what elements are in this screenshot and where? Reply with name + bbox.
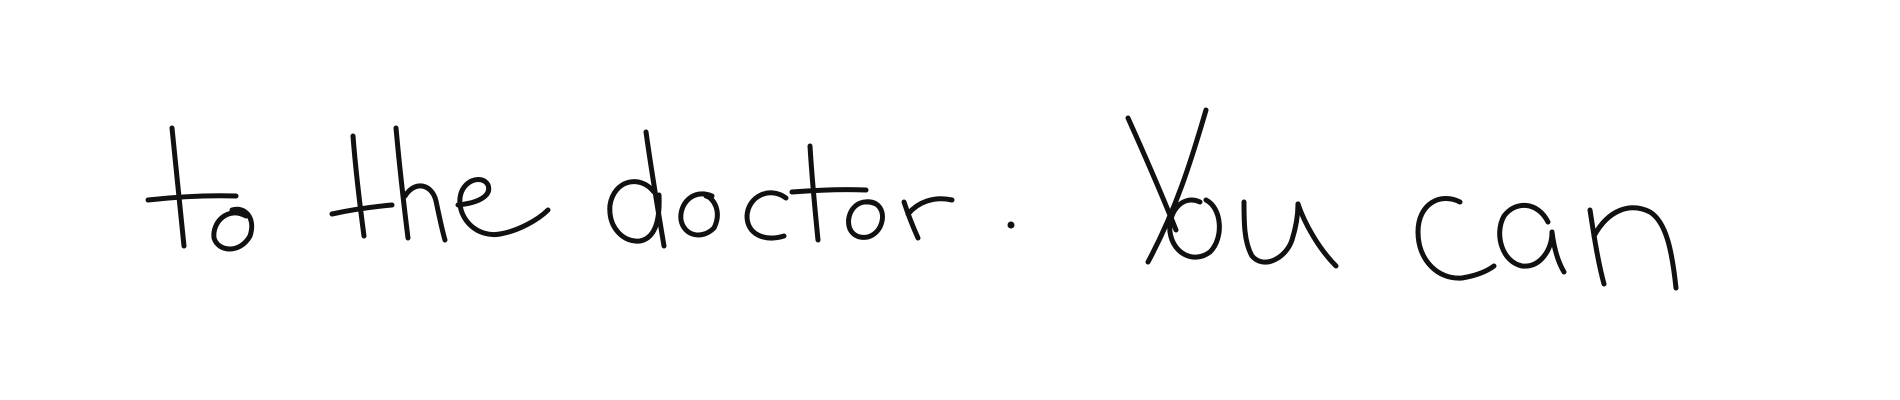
word-you: [1128, 110, 1336, 266]
word-can: [1418, 199, 1676, 288]
word-the: [332, 128, 548, 240]
word-to: [148, 128, 252, 249]
word-doctor: [610, 132, 1015, 246]
